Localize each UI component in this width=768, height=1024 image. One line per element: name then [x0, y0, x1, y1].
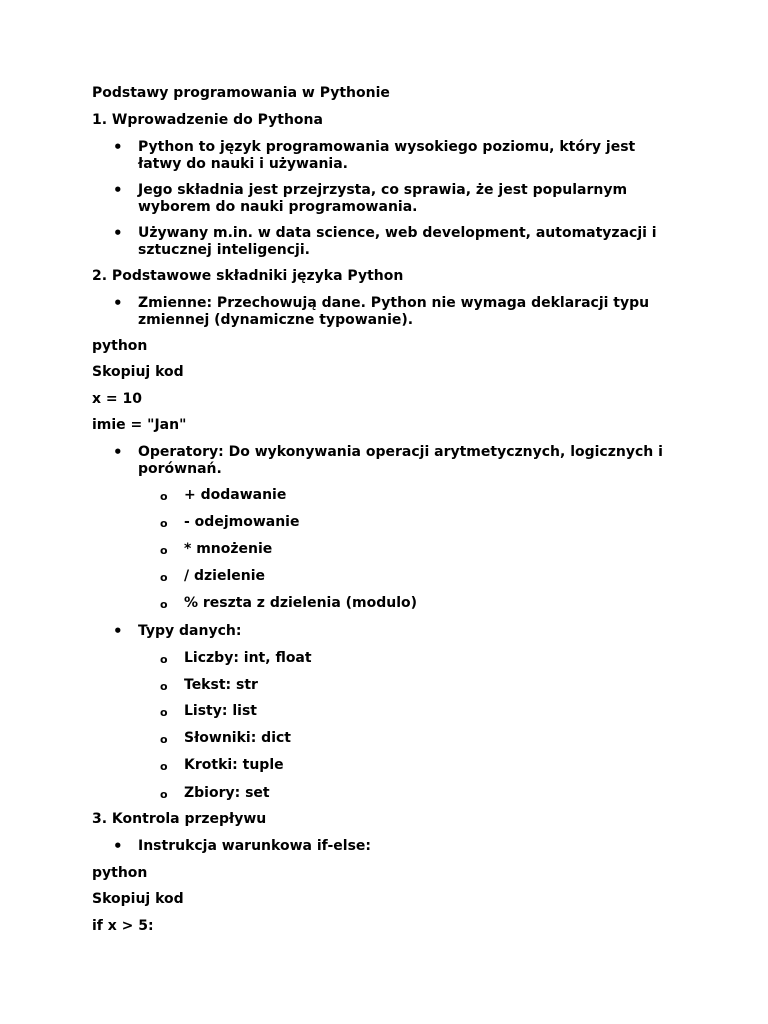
- circle-bullet-icon: o: [160, 490, 168, 503]
- sub-list-item: o - odejmowanie: [160, 514, 300, 530]
- code-line: if x > 5:: [92, 918, 154, 934]
- sub-list-item: o Liczby: int, float: [160, 650, 312, 666]
- bullet-icon: •: [113, 181, 123, 199]
- bullet-icon: •: [113, 138, 123, 156]
- copy-code-label: Skopiuj kod: [92, 364, 184, 380]
- sub-list-item: o % reszta z dzielenia (modulo): [160, 595, 418, 611]
- circle-bullet-icon: o: [160, 571, 168, 584]
- circle-bullet-icon: o: [160, 788, 168, 801]
- bullet-icon: •: [113, 294, 123, 312]
- doc-title: Podstawy programowania w Pythonie: [92, 85, 390, 101]
- code-language-label: python: [92, 338, 148, 354]
- circle-bullet-icon: o: [160, 544, 168, 557]
- code-language-label: python: [92, 865, 148, 881]
- list-item: • Jego składnia jest przejrzysta, co sprawia, że jest popularnym wyborem do nauki programowania.: [113, 181, 628, 215]
- sub-list-item: o * mnożenie: [160, 541, 273, 557]
- code-line: x = 10: [92, 391, 142, 407]
- circle-bullet-icon: o: [160, 760, 168, 773]
- bullet-icon: •: [113, 224, 123, 242]
- sub-list-item: o Krotki: tuple: [160, 757, 284, 773]
- circle-bullet-icon: o: [160, 680, 168, 693]
- circle-bullet-icon: o: [160, 517, 168, 530]
- section-1-heading: 1. Wprowadzenie do Pythona: [92, 112, 323, 128]
- sub-list-item: o Listy: list: [160, 703, 257, 719]
- list-item: • Operatory: Do wykonywania operacji arytmetycznych, logicznych i porównań.: [113, 443, 663, 477]
- circle-bullet-icon: o: [160, 653, 168, 666]
- bullet-icon: •: [113, 622, 123, 640]
- circle-bullet-icon: o: [160, 598, 168, 611]
- bullet-icon: •: [113, 837, 123, 855]
- sub-list-item: o Zbiory: set: [160, 785, 270, 801]
- section-2-heading: 2. Podstawowe składniki języka Python: [92, 268, 404, 284]
- sub-list-item: o Słowniki: dict: [160, 730, 291, 746]
- section-3-heading: 3. Kontrola przepływu: [92, 811, 267, 827]
- bullet-icon: •: [113, 443, 123, 461]
- list-item: • Zmienne: Przechowują dane. Python nie wymaga deklaracji typu zmiennej (dynamiczne typowanie).: [113, 294, 650, 328]
- list-item: • Używany m.in. w data science, web development, automatyzacji i sztucznej inteligencji.: [113, 224, 657, 258]
- copy-code-label: Skopiuj kod: [92, 891, 184, 907]
- list-item: • Instrukcja warunkowa if-else:: [113, 837, 372, 855]
- sub-list-item: o + dodawanie: [160, 487, 287, 503]
- list-item: • Typy danych:: [113, 622, 242, 640]
- sub-list-item: o Tekst: str: [160, 677, 258, 693]
- code-line: imie = "Jan": [92, 417, 187, 433]
- list-item: • Python to język programowania wysokiego poziomu, który jest łatwy do nauki i używania.: [113, 138, 636, 172]
- circle-bullet-icon: o: [160, 733, 168, 746]
- circle-bullet-icon: o: [160, 706, 168, 719]
- sub-list-item: o / dzielenie: [160, 568, 266, 584]
